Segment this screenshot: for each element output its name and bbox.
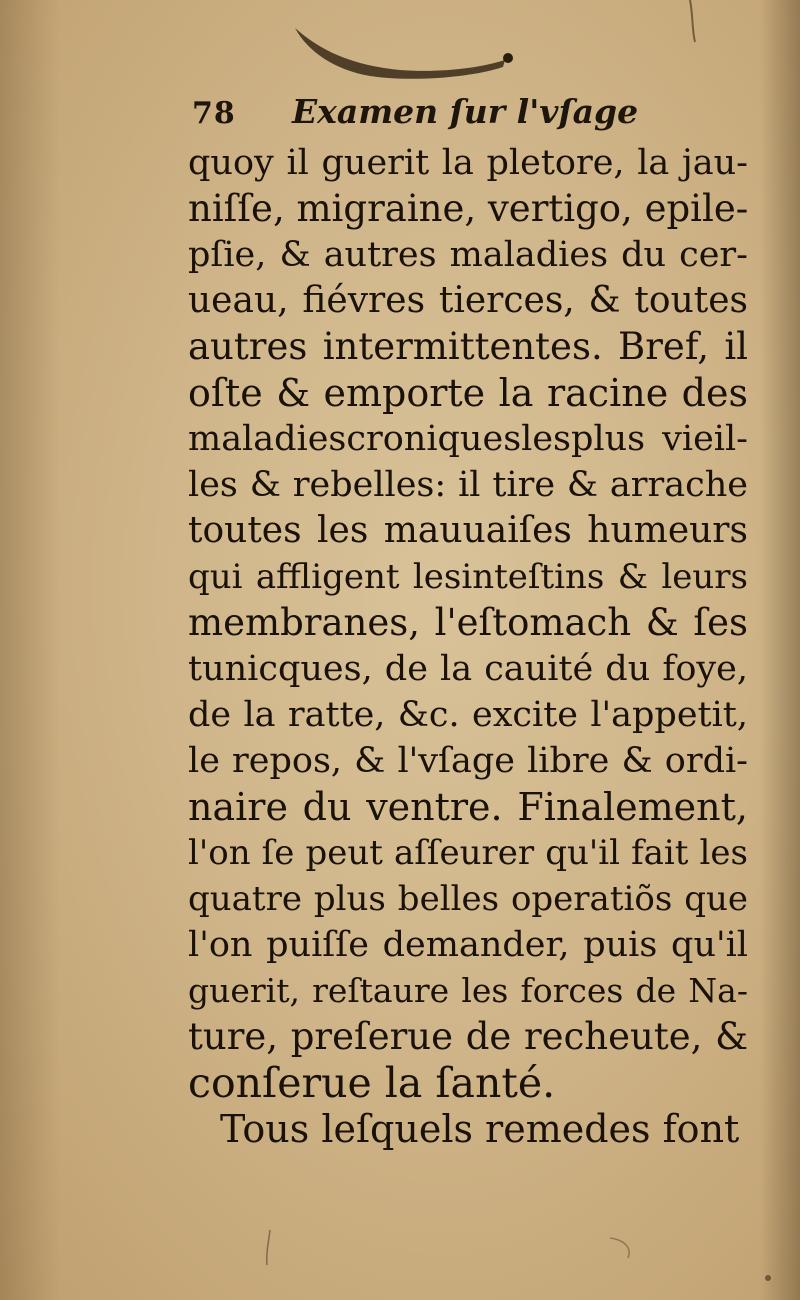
text-line: conſerue la ſanté. [188,1059,556,1107]
text-line: guerit, reſtaure les forces de Na- [188,971,748,1010]
text-line: l'on puiſſe demander, puis qu'il [188,925,748,965]
text-line: quatre plus belles operatiõs que [188,879,748,919]
text-line: pſie, & autres maladies du cer- [188,235,748,275]
text-line: toutes les mauuaiſes humeurs [188,510,748,551]
text-line: qui affligent lesinteſtins & leurs [188,557,748,597]
text-line: autres intermittentes. Bref, il [188,325,748,368]
page-header [192,92,752,142]
text-line: ture, preſerue de recheute, & [188,1015,748,1058]
running-title: Examen ſur l'vſage [292,92,639,131]
text-line: membranes, l'eſtomach & ſes [188,601,748,644]
text-line: maladiescroniqueslesplus vieil- [188,419,748,459]
text-line: ueau, fiévres tierces, & toutes [188,280,748,321]
text-line: de la ratte, &c. excite l'appetit, [188,695,748,735]
text-line: niſſe, migraine, vertigo, epile- [188,187,749,230]
text-line: les & rebelles: il tire & arrache [188,465,748,505]
text-line: le repos, & l'vſage libre & ordi- [188,741,748,781]
text-line: l'on ſe peut aſſeurer qu'il fait les [188,833,748,873]
ink-stain-decoration [290,20,520,90]
page-number: 78 [192,96,236,131]
text-line: oſte & emporte la racine des [188,371,748,415]
text-line: quoy il guerit la pletore, la jau- [188,143,748,183]
text-line: Tous leſquels remedes font [220,1107,740,1151]
body-text [188,140,748,1152]
text-line: naire du ventre. Finalement, [188,785,748,829]
text-line: tunicques, de la cauité du foye, [188,649,748,689]
